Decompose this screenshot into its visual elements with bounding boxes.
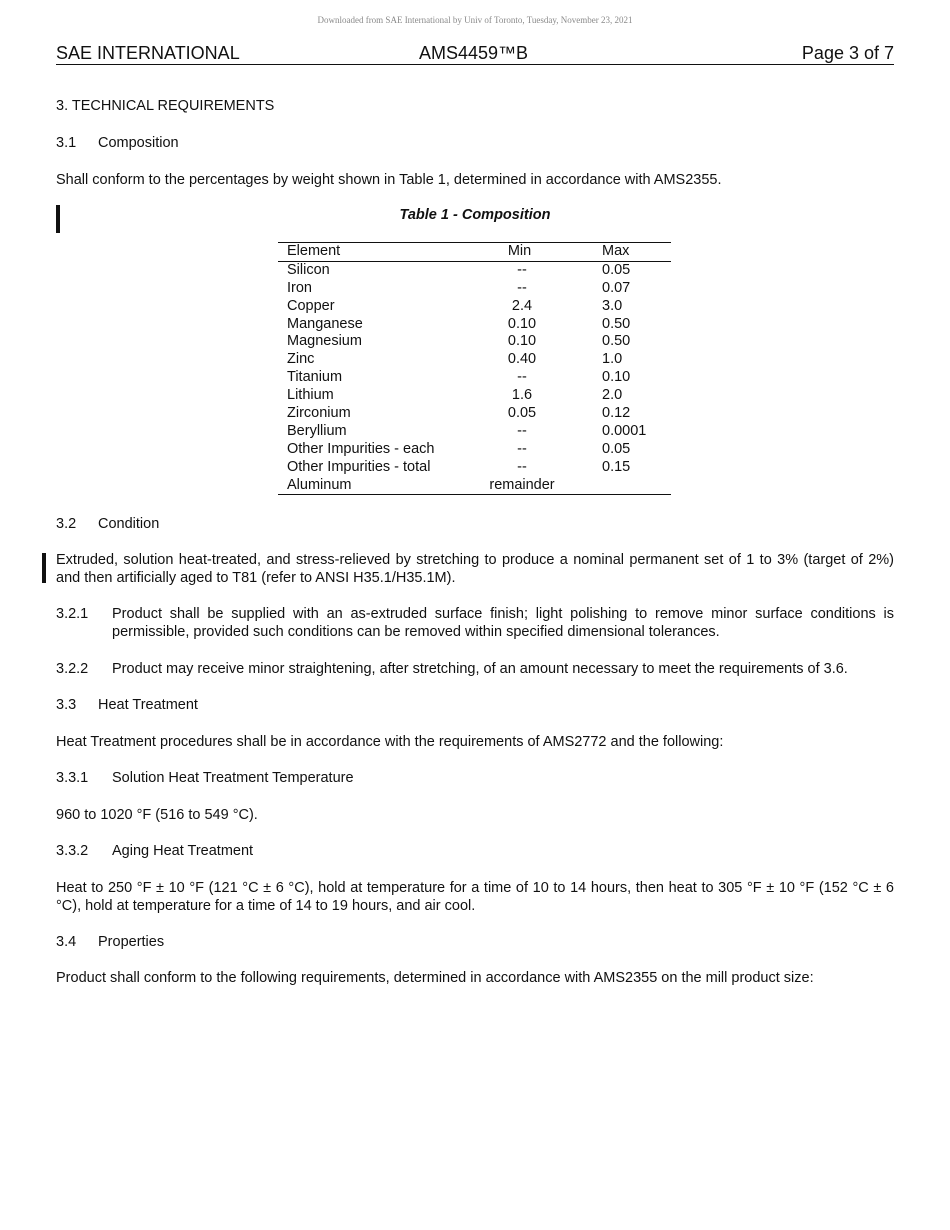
cell-element: Other Impurities - total: [287, 458, 431, 475]
section-3-2-1-number: 3.2.1: [56, 606, 89, 622]
header-document-number: AMS4459™B: [419, 43, 529, 63]
section-3-3-body: Heat Treatment procedures shall be in accordance with the requirements of AMS2772 and the following:: [56, 734, 724, 750]
column-header-max: Max: [602, 243, 630, 259]
section-3-3-1-body: 960 to 1020 °F (516 to 549 °C).: [56, 807, 258, 823]
cell-element: Lithium: [287, 387, 334, 404]
cell-max: 0.05: [602, 261, 631, 278]
cell-max: 0.05: [602, 440, 631, 457]
section-3-3-2-number: 3.3.2: [56, 843, 89, 859]
cell-min: --: [517, 369, 527, 386]
composition-table: [278, 242, 671, 495]
table-row: [278, 262, 671, 280]
cell-element: Copper: [287, 297, 335, 314]
table-row: [278, 387, 671, 405]
cell-min: --: [517, 261, 527, 278]
table-row: [278, 316, 671, 334]
cell-max: 3.0: [602, 297, 623, 314]
section-3-heading: 3. TECHNICAL REQUIREMENTS: [56, 98, 275, 114]
cell-max: 0.15: [602, 458, 631, 475]
table-header-row: [278, 243, 671, 262]
section-3-3-2-body: Heat to 250 °F ± 10 °F (121 °C ± 6 °C), hold at temperature for a time of 10 to 14 hours, then heat to 305 °F ± 10 °F (152 °C ± 6 °C), hold at temperature for a time of 14 to 19 hours, and air cool.: [56, 880, 894, 914]
cell-element: Iron: [287, 279, 312, 296]
page-header: [56, 43, 894, 65]
cell-element: Zinc: [287, 351, 315, 368]
cell-element: Zirconium: [287, 405, 351, 422]
cell-element: Titanium: [287, 369, 343, 386]
section-3-1-body: Shall conform to the percentages by weight shown in Table 1, determined in accordance with AMS2355.: [56, 172, 722, 188]
section-3-3-1-title: Solution Heat Treatment Temperature: [112, 770, 354, 786]
table-row: [278, 477, 671, 495]
download-watermark: Downloaded from SAE International by Univ of Toronto, Tuesday, November 23, 2021: [317, 15, 633, 25]
section-3-2-title: Condition: [98, 516, 160, 532]
header-organization: SAE INTERNATIONAL: [56, 43, 240, 63]
cell-min: remainder: [489, 476, 555, 493]
cell-element: Beryllium: [287, 422, 347, 439]
section-3-2-2-body: Product may receive minor straightening, after stretching, of an amount necessary to meet the requirements of 3.6.: [112, 661, 848, 677]
cell-element: Other Impurities - each: [287, 440, 435, 457]
cell-min: 0.10: [507, 315, 537, 332]
cell-element: Silicon: [287, 261, 330, 278]
cell-min: --: [517, 440, 527, 457]
column-header-min: Min: [507, 243, 532, 259]
cell-element: Aluminum: [287, 476, 352, 493]
column-header-element: Element: [287, 243, 341, 259]
section-3-4-number: 3.4: [56, 934, 77, 950]
cell-min: --: [517, 458, 527, 475]
cell-max: 2.0: [602, 387, 623, 404]
cell-element: Magnesium: [287, 333, 362, 350]
table-row: [278, 405, 671, 423]
table-row: [278, 298, 671, 316]
header-page-number: Page 3 of 7: [801, 43, 894, 63]
cell-min: --: [517, 422, 527, 439]
table-row: [278, 369, 671, 387]
revision-change-bar: [42, 553, 46, 583]
section-3-4-body: Product shall conform to the following requirements, determined in accordance with AMS2355 on the mill product size:: [56, 970, 814, 986]
section-3-2-2-number: 3.2.2: [56, 661, 89, 677]
cell-max: 0.50: [602, 333, 631, 350]
cell-min: --: [517, 279, 527, 296]
cell-min: 1.6: [511, 387, 533, 404]
section-3-2-body: Extruded, solution heat-treated, and stress-relieved by stretching to produce a nominal permanent set of 1 to 3% (target of 2%) and then artificially aged to T81 (refer to ANSI H35.1/H35.1M).: [56, 552, 894, 586]
table-row: [278, 280, 671, 298]
section-3-4-title: Properties: [98, 934, 165, 950]
cell-min: 0.05: [507, 405, 537, 422]
cell-min: 0.10: [507, 333, 537, 350]
table-row: [278, 441, 671, 459]
table-row: [278, 333, 671, 351]
section-3-1-title: Composition: [98, 135, 179, 151]
table-row: [278, 459, 671, 477]
cell-max: 0.10: [602, 369, 631, 386]
table-row: [278, 351, 671, 369]
section-3-1-number: 3.1: [56, 135, 77, 151]
section-3-3-title: Heat Treatment: [98, 697, 198, 713]
section-3-2-number: 3.2: [56, 516, 77, 532]
cell-min: 0.40: [507, 351, 537, 368]
table-row: [278, 423, 671, 441]
cell-min: 2.4: [511, 297, 533, 314]
table-1-caption: Table 1 - Composition: [399, 207, 551, 223]
section-3-3-1-number: 3.3.1: [56, 770, 89, 786]
cell-max: 0.0001: [602, 422, 647, 439]
cell-element: Manganese: [287, 315, 363, 332]
cell-max: 0.12: [602, 405, 631, 422]
cell-max: 1.0: [602, 351, 623, 368]
cell-max: 0.07: [602, 279, 631, 296]
section-3-3-number: 3.3: [56, 697, 77, 713]
section-3-3-2-title: Aging Heat Treatment: [112, 843, 254, 859]
section-3-2-1-body: Product shall be supplied with an as-extruded surface finish; light polishing to remove minor surface conditions is permissible, provided such conditions can be removed within specified dimensional tolerances.: [112, 606, 894, 640]
cell-max: 0.50: [602, 315, 631, 332]
